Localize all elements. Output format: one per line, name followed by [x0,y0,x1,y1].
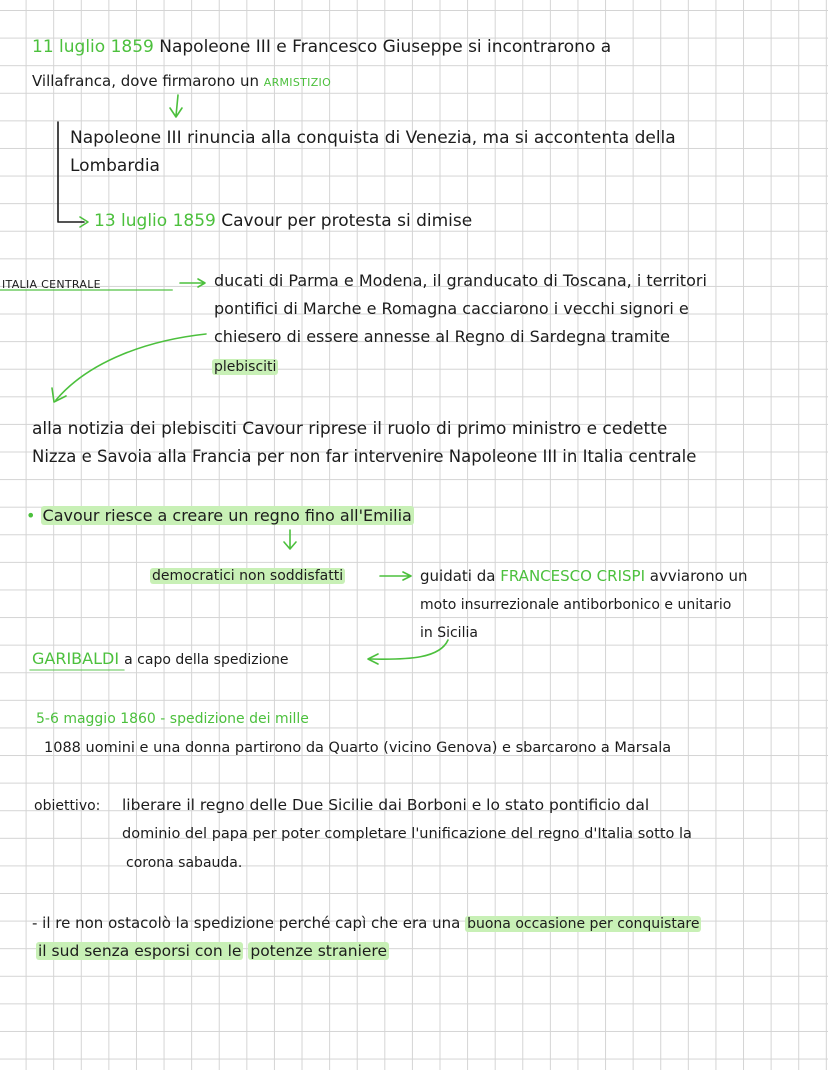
note-text: Napoleone III e Francesco Giuseppe si incontrarono a [159,37,612,57]
highlight-text: plebisciti [214,359,277,375]
note-line [2,272,178,296]
note-text: - il re non ostacolò la spedizione perché capì che era una [32,914,461,932]
date: 11 luglio 1859 [32,37,154,57]
arrow-down-icon [284,530,296,549]
note-text: Cavour per protesta si dimise [221,211,473,231]
note-line [32,70,331,94]
section-label: ITALIA CENTRALE [2,278,101,291]
note-line [126,852,242,874]
note-line [214,270,707,292]
highlight-text: democratici non soddisfatti [152,568,344,584]
note-line [150,565,345,587]
note-line [44,737,671,759]
note-text: Nizza e Savoia alla Francia per non far intervenire Napoleone III in Italia centrale [32,447,697,466]
highlight-text: potenze straniere [250,942,387,960]
keyword: ARMISTIZIO [263,76,332,89]
arrow-right-icon [180,279,205,287]
note-text: liberare il regno delle Due Sicilie dai Borboni e lo stato pontificio dal [122,796,650,814]
note-text: avviarono un [649,567,748,585]
note-text: 1088 uomini e una donna partirono da Quarto (vicino Genova) e sbarcarono a Marsala [44,740,672,756]
person-name: FRANCESCO CRISPI [500,567,645,585]
note-line [26,505,414,527]
note-text: pontifici di Marche e Romagna cacciarono i vecchi signori e [214,299,689,318]
note-line [212,356,278,378]
note-line [70,127,676,149]
note-line [32,36,611,58]
note-line [94,210,472,232]
note-line [32,912,701,935]
note-line [32,418,667,440]
note-line [214,298,689,320]
note-line [420,622,478,644]
note-text: in Sicilia [420,625,478,641]
note-text: Villafranca, dove firmarono un [32,72,259,90]
note-text: corona sabauda. [126,855,243,871]
section-heading: 5-6 maggio 1860 - spedizione dei mille [36,711,309,727]
arrow-right-icon [380,572,411,580]
note-line [420,565,748,587]
note-text: guidati da [420,567,496,585]
note-text: moto insurrezionale antiborbonico e unitario [420,597,732,613]
note-line [122,794,649,816]
note-line [32,446,696,468]
bullet: • [26,506,36,525]
note-text: dominio del papa per poter completare l'unificazione del regno d'Italia sotto la [122,826,692,842]
note-line [214,326,670,348]
note-line [32,648,289,671]
note-text: alla notizia dei plebisciti Cavour riprese il ruolo di primo ministro e cedette [32,419,668,439]
note-text: a capo della spedizione [124,652,289,668]
note-line [36,708,309,730]
note-line [36,940,389,962]
note-line [70,155,160,177]
highlight-text: Cavour riesce a creare un regno fino all'Emilia [42,506,412,525]
note-line [122,823,692,845]
note-text: chiesero di essere annesse al Regno di Sardegna tramite [214,327,670,346]
section-label: obiettivo: [34,798,101,814]
person-name: GARIBALDI [32,649,120,668]
note-text: Lombardia [70,156,160,176]
note-text: Napoleone III rinuncia alla conquista di Venezia, ma si accontenta della [70,128,676,148]
date: 13 luglio 1859 [94,211,216,231]
arrow-down-icon [170,95,182,117]
note-line [34,794,100,817]
note-line [420,594,731,616]
curved-arrow-icon [56,334,206,400]
highlight-text: buona occasione per conquistare [467,916,700,932]
highlight-text: il sud senza esporsi con le [38,942,242,960]
note-text: ducati di Parma e Modena, il granducato di Toscana, i territori [214,271,707,290]
